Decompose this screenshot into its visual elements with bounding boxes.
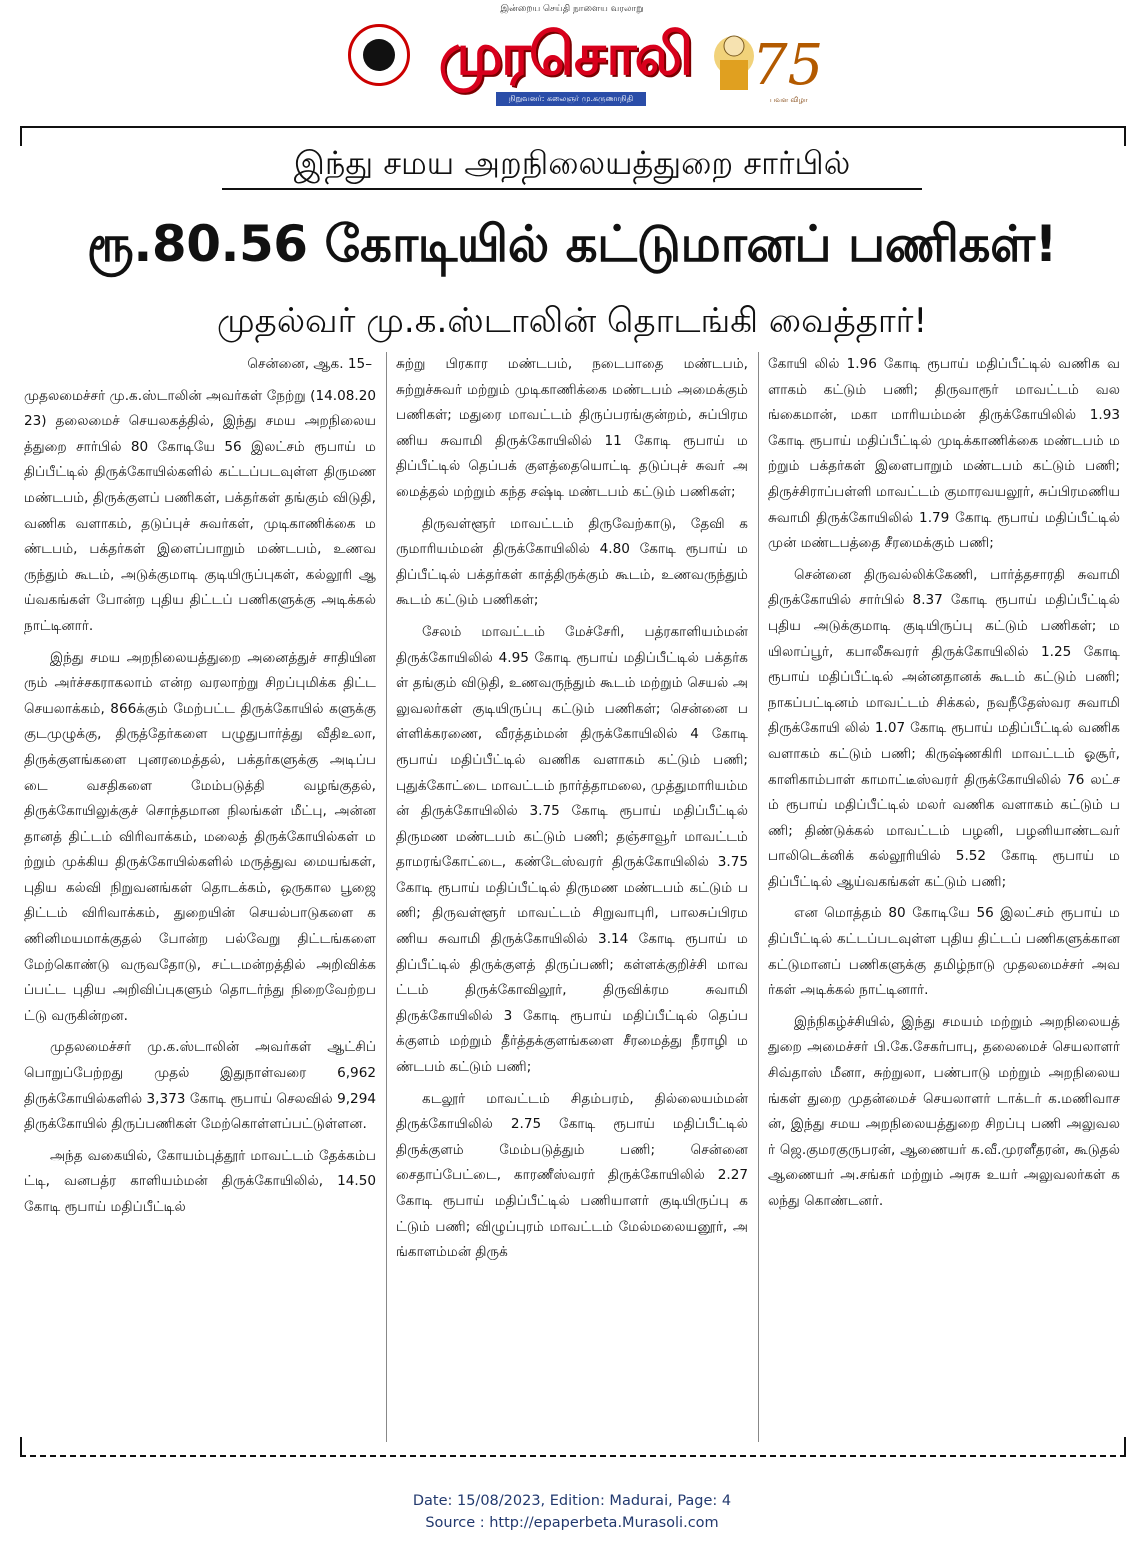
column-divider <box>758 352 759 1442</box>
paragraph: இந்து சமய அறநிலையத்துறை அனைத்துச் சாதியினரும் அர்ச்சகராகலாம் என்ற வரலாற்று சிறப்புமிக்க திட்ட செயலாக்கம், 866க்கும் மேற்பட்ட திருக்கோயில் களுக்கு குடமுழுக்கு, திருத்தேர்களை பழுதுபார்த்து வீதிஉலா, திருக்குளங்களை புனரமைத்தல், பக்தர்களுக்கு அடிப்படை வசதிகளை மேம்படுத்தி வழங்குதல், திருக்கோயிலுக்குச் சொந்தமான நிலங்கள் மீட்பு, அன்னதானத் திட்டம் விரிவாக்கம், மலைத் திருக்கோயில்கள் மற்றும் முக்கிய திருக்கோயில்களில் மருத்துவ மையங்கள், புதிய கல்வி நிறுவனங்கள் தொடக்கம், ஒருகால பூஜை திட்டம் விரிவாக்கம், துறையின் செயல்பாடுகளை கணினிமயமாக்குதல் போன்ற பல்வேறு திட்டங்களை மேற்கொண்டு வருவதோடு, சட்டமன்றத்தில் அறிவிக்கப்பட்ட புதிய அறிவிப்புகளும் தொடர்ந்து நிறைவேற்றபட்டு வருகின்றன. <box>24 649 376 1024</box>
article-body <box>24 352 1120 1452</box>
emblem-logo-icon <box>348 24 410 86</box>
anniversary-badge <box>704 12 824 108</box>
top-rule <box>20 126 1126 128</box>
footer-date-line: Date: 15/08/2023, Edition: Madurai, Page: 4 <box>412 1493 732 1509</box>
anniversary-75-icon <box>704 12 824 108</box>
paragraph: சுற்று பிரகார மண்டபம், நடைபாதை மண்டபம், சுற்றுச்சுவர் மற்றும் முடிகாணிக்கை மண்டபம் அமைக்கும் பணிகள்; மதுரை மாவட்டம் திருப்பரங்குன்றம், சுப்பிரமணிய சுவாமி திருக்கோயிலில் 11 கோடி ரூபாய் மதிப்பீட்டில் தெப்பக் குளத்தையொட்டி தடுப்புச் சுவர் அமைத்தல் மற்றும் கந்த சஷ்டி மண்டபம் கட்டும் பணிகள்; <box>396 356 748 500</box>
kicker-underline <box>222 188 922 190</box>
source-footer <box>0 1490 1144 1534</box>
column-divider <box>386 352 387 1442</box>
logo-subtitle: நிறுவனர்: கலைஞர் மு.கருணாநிதி <box>496 92 646 106</box>
bottom-rule <box>20 1455 1126 1457</box>
paragraph: சென்னை திருவல்லிக்கேணி, பார்த்தசாரதி சுவாமி திருக்கோயில் சார்பில் 8.37 கோடி ரூபாய் மதிப்பீட்டில் புதிய அடுக்குமாடி குடியிருப்பு கட்டும் பணிகள்; மயிலாப்பூர், கபாலீசுவரர் திருக்கோயிலில் 1.25 கோடி ரூபாய் மதிப்பீட்டில் அன்னதானக் கூடம் கட்டும் பணி; நாகப்பட்டினம் மாவட்டம் சிக்கல், நவநீதேஸ்வர சுவாமி திருக்கோயி லில் 1.07 கோடி ரூபாய் மதிப்பீட்டில் வணிக வளாகம் கட்டும் பணி; கிருஷ்ணகிரி மாவட்டம் ஓசூர், காளிகாம்பாள் காமாட்டீஸ்வரர் திருக்கோயிலில் 76 லட்சம் ரூபாய் மதிப்பீட்டில் மலர் வணிக வளாகம் கட்டும் பணி; திண்டுக்கல் மாவட்டம் பழனி, பழனியாண்டவர் பாலிடெக்னிக் கல்லூரியில் 5.52 கோடி ரூபாய் மதிப்பீட்டில் ஆய்வகங்கள் கட்டும் பணி; <box>768 566 1120 890</box>
column-2 <box>396 352 748 1452</box>
paragraph: அந்த வகையில், கோயம்புத்தூர் மாவட்டம் தேக்கம்பட்டி, வனபத்ர காளியம்மன் திருக்கோயிலில், 14.50 கோடி ரூபாய் மதிப்பீட்டில் <box>24 1147 376 1215</box>
anniversary-label: பவள விழா <box>770 96 808 104</box>
newspaper-logo: முரசொலி <box>438 20 692 88</box>
masthead-tagline: இன்றைய செய்தி நாளைய வரலாறு <box>500 4 644 14</box>
bottom-right-corner <box>1124 1437 1126 1457</box>
article-kicker: இந்து சமய அறநிலையத்துறை சார்பில் <box>293 144 851 182</box>
column-1 <box>24 352 376 1452</box>
masthead <box>0 0 1144 118</box>
article-subhead: முதல்வர் மு.க.ஸ்டாலின் தொடங்கி வைத்தார்! <box>216 301 928 341</box>
anniversary-number: 75 <box>752 33 824 98</box>
column-3 <box>768 352 1120 1452</box>
dateline: சென்னை, ஆக. 15– <box>247 356 372 372</box>
paragraph: இந்நிகழ்ச்சியில், இந்து சமயம் மற்றும் அறநிலையத் துறை அமைச்சர் பி.கே.சேகர்பாபு, தலைமைச் செயலாளர் சிவ்தாஸ் மீனா, சுற்றுலா, பண்பாடு மற்றும் அறநிலையங்கள் துறை முதன்மைச் செயலாளர் டாக்டர் க.மணிவாசன், இந்து சமய அறநிலையத்துறை சிறப்பு பணி அலுவலர் ஜெ.குமரகுருபரன், ஆணையர் க.வீ.முரளீதரன், கூடுதல் ஆணையர் அ.சங்கர் மற்றும் அரசு உயர் அலுவலர்கள் கலந்து கொண்டனர். <box>768 1013 1120 1209</box>
paragraph: கடலூர் மாவட்டம் சிதம்பரம், தில்லையம்மன் திருக்கோயிலில் 2.75 கோடி ரூபாய் மதிப்பீட்டில் திருக்குளம் மேம்படுத்தும் பணி; சென்னை சைதாப்பேட்டை, காரணீஸ்வரர் திருக்கோயிலில் 2.27 கோடி ரூபாய் மதிப்பீட்டில் பணியாளர் குடியிருப்பு கட்டும் பணி; விழுப்புரம் மாவட்டம் மேல்மலையனூர், அங்காளம்மன் திருக் <box>396 1090 748 1261</box>
article-headline: ரூ.80.56 கோடியில் கட்டுமானப் பணிகள்! <box>87 215 1057 273</box>
footer-source-line[interactable]: Source : http://epaperbeta.Murasoli.com <box>425 1515 719 1531</box>
paragraph: முதலமைச்சர் மு.க.ஸ்டாலின் அவர்கள் ஆட்சிப் பொறுப்பேற்றது முதல் இதுநாள்வரை 6,962 திருக்கோயில்களில் 3,373 கோடி ரூபாய் செலவில் 9,294 திருக்கோயில் திருப்பணிகள் மேற்கொள்ளப்பட்டுள்ளன. <box>24 1039 376 1133</box>
paragraph: முதலமைச்சர் மு.க.ஸ்டாலின் அவர்கள் நேற்று (14.08.2023) தலைமைச் செயலகத்தில், இந்து சமய அறநிலையத்துறை சார்பில் 80 கோடியே 56 இலட்சம் ரூபாய் மதிப்பீட்டில் திருக்கோயில்களில் கட்டப்படவுள்ள திருமண மண்டபம், திருக்குளப் பணிகள், பக்தர்கள் தங்கும் விடுதி, வணிக வளாகம், தடுப்புச் சுவர்கள், முடிகாணிக்கை மண்டபம், பக்தர்கள் இளைப்பாறும் மண்டபம், உணவருந்தும் கூடம், அடுக்குமாடி குடியிருப்புகள், கல்லூரி ஆய்வகங்கள் போன்ற புதிய திட்டப் பணிகளுக்கு அடிக்கல் நாட்டினார். <box>24 387 376 634</box>
paragraph: என மொத்தம் 80 கோடியே 56 இலட்சம் ரூபாய் மதிப்பீட்டில் கட்டப்படவுள்ள புதிய திட்டப் பணிகளுக்கான கட்டுமானப் பணிகளுக்கு தமிழ்நாடு முதலமைச்சர் அவர்கள் அடிக்கல் நாட்டினார். <box>768 905 1120 999</box>
paragraph: கோயி லில் 1.96 கோடி ரூபாய் மதிப்பீட்டில் வணிக வளாகம் கட்டும் பணி; திருவாரூர் மாவட்டம் வலங்கைமான், மகா மாரியம்மன் திருக்கோயிலில் 1.93 கோடி ரூபாய் மதிப்பீட்டில் முடிக்காணிக்கை மண்டபம் மற்றும் பக்தர்கள் இளைபாறும் மண்டபம் கட்டும் பணி; திருச்சிராப்பள்ளி மாவட்டம் குமாரவயலூர், சுப்பிரமணிய சுவாமி திருக்கோயிலில் 1.79 கோடி ரூபாய் மதிப்பீட்டில் முன் மண்டபத்தை சீரமைக்கும் பணி; <box>768 356 1120 552</box>
paragraph: திருவள்ளூர் மாவட்டம் திருவேற்காடு, தேவி கருமாரியம்மன் திருக்கோயிலில் 4.80 கோடி ரூபாய் மதிப்பீட்டில் பக்தர்கள் காத்திருக்கும் கூடம், உணவருந்தும் கூடம் கட்டும் பணிகள்; <box>396 515 748 609</box>
bottom-left-corner <box>20 1437 22 1457</box>
paragraph: சேலம் மாவட்டம் மேச்சேரி, பத்ரகாளியம்மன் திருக்கோயிலில் 4.95 கோடி ரூபாய் மதிப்பீட்டில் பக்தர்கள் தங்கும் விடுதி, உணவருந்தும் கூடம் மற்றும் செயல் அலுவலர்கள் குடியிருப்பு கட்டும் பணிகள்; சென்னை பள்ளிக்கரணை, வீரத்தம்மன் திருக்கோயிலில் 4 கோடி ரூபாய் மதிப்பீட்டில் வணிக வளாகம் கட்டும் பணி; புதுக்கோட்டை மாவட்டம் நார்த்தாமலை, முத்துமாரியம்மன் திருக்கோயிலில் 3.75 கோடி ரூபாய் மதிப்பீட்டில் திருமண மண்டபம் கட்டும் பணி; தஞ்சாவூர் மாவட்டம் தாமரங்கோட்டை, கண்டேஸ்வரர் திருக்கோயிலில் 3.75 கோடி ரூபாய் மதிப்பீட்டில் திருமண மண்டபம் கட்டும் பணி; திருவள்ளூர் மாவட்டம் சிறுவாபுரி, பாலசுப்பிரமணிய சுவாமி திருக்கோயிலில் 3.14 கோடி ரூபாய் மதிப்பீட்டில் திருக்குளத் திருப்பணி; கள்ளக்குறிச்சி மாவட்டம் திருக்கோவிலூர், திருவிக்ரம சுவாமி திருக்கோயிலில் 3 கோடி ரூபாய் மதிப்பீட்டில் தெப்பக்குளம் மற்றும் தீர்த்தக்குளங்களை சீரமைத்து நீராழி மண்டபம் கட்டும் பணி; <box>396 623 748 1076</box>
